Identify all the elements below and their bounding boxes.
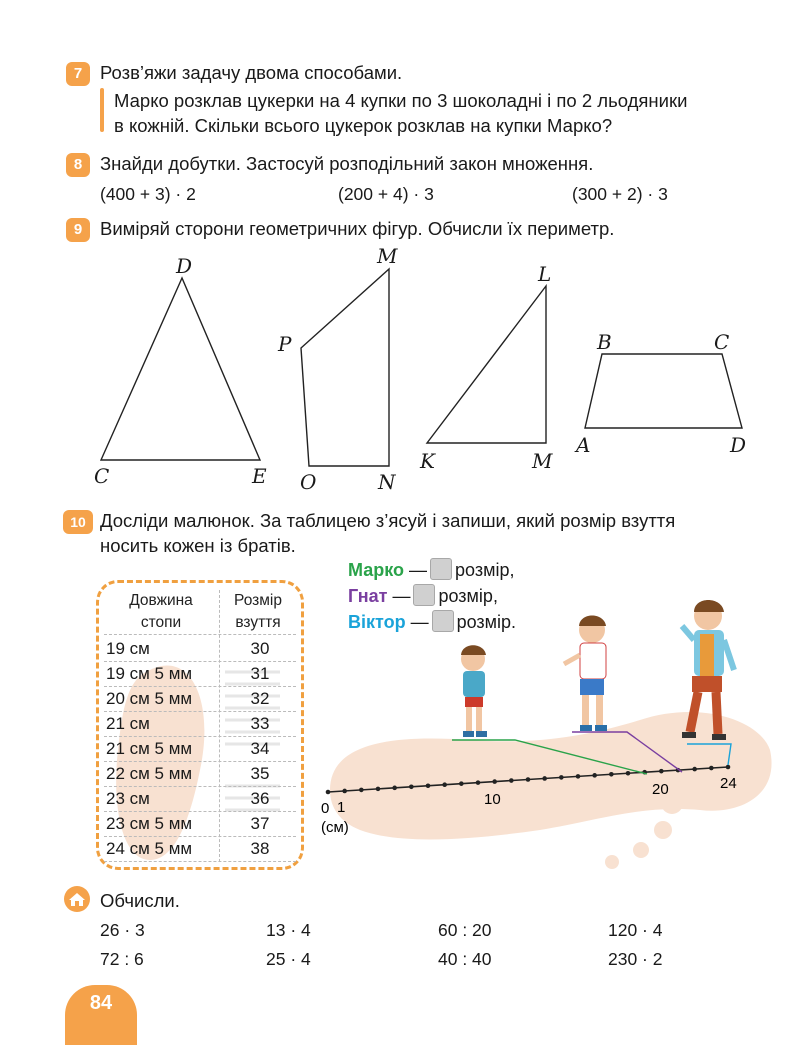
label-l-triangle: L [538, 262, 552, 286]
ruler-tick [376, 787, 381, 792]
row-length: 21 см [106, 714, 150, 733]
row-size: 34 [250, 739, 270, 758]
legend-marko-name: Марко [348, 560, 404, 580]
table-row [104, 711, 296, 737]
legend-hnat-suffix: розмір, [438, 586, 498, 606]
answer-box-viktor[interactable] [432, 610, 454, 632]
row-size: 37 [250, 814, 270, 833]
homework-expr: 230 · 2 [608, 949, 663, 969]
task-8-expression-2: (200 + 4) · 3 [338, 184, 434, 204]
ruler-tick [709, 766, 714, 771]
ruler-tick [542, 776, 547, 781]
row-length: 20 см 5 мм [106, 689, 193, 708]
ruler-tick [626, 771, 631, 776]
ruler-tick [326, 790, 331, 795]
homework-expr: 25 · 4 [266, 949, 311, 969]
ruler-tick [609, 772, 614, 777]
row-size: 32 [250, 689, 270, 708]
label-k-triangle: K [420, 449, 435, 473]
answer-box-marko[interactable] [430, 558, 452, 580]
ruler-tick [659, 769, 664, 774]
task-8-instruction: Знайди добутки. Застосуй розподільний закон множення. [100, 153, 594, 174]
homework-expr: 120 · 4 [608, 920, 663, 940]
page-number: 84 [89, 992, 113, 1014]
row-length: 22 см 5 мм [106, 764, 193, 783]
table-header-length-line1: Довжина [129, 592, 193, 609]
legend-hnat-name: Гнат [348, 586, 388, 606]
row-size: 30 [250, 639, 270, 658]
task-7-instruction: Розв’яжи задачу двома способами. [100, 62, 403, 83]
row-size: 36 [250, 789, 270, 808]
ruler-label-24: 24 [720, 775, 737, 792]
ruler-tick [392, 786, 397, 791]
table-row [104, 736, 296, 762]
trapezoid-abcd [585, 354, 742, 428]
label-e-triangle: E [252, 464, 267, 488]
label-d-trapezoid: D [730, 433, 747, 457]
task-8-expression-1: (400 + 3) · 2 [100, 184, 196, 204]
label-c-trapezoid: C [714, 330, 730, 354]
task-8-expression-3: (300 + 2) · 3 [572, 184, 668, 204]
row-length: 24 см 5 мм [106, 839, 193, 858]
row-length: 23 см 5 мм [106, 814, 193, 833]
ruler-tick [559, 775, 564, 780]
table-header-size-line1: Розмір [234, 592, 282, 609]
label-m-quad: M [377, 244, 398, 268]
ruler-label-20: 20 [652, 781, 669, 798]
ruler-tick [692, 767, 697, 772]
task-8-badge: 8 [66, 153, 90, 177]
task-9-badge: 9 [66, 218, 90, 242]
ruler-label-10: 10 [484, 791, 501, 808]
task-7-problem-line2: в кожній. Скільки всього цукерок розклав на купки Марко? [114, 115, 613, 136]
homework-instruction: Обчисли. [100, 890, 180, 911]
legend-marko [348, 557, 514, 583]
ruler-unit: (см) [321, 819, 349, 836]
legend-viktor [348, 609, 516, 635]
table-header-length-line2: стопи [140, 614, 182, 631]
ruler-label-1: 1 [337, 799, 346, 816]
ruler-tick [359, 788, 364, 793]
quadrilateral-mnop [301, 269, 389, 466]
answer-box-hnat[interactable] [413, 584, 435, 606]
homework-expr: 13 · 4 [266, 920, 311, 940]
label-a-trapezoid: A [576, 433, 591, 457]
legend-dash: — [409, 560, 428, 580]
ruler-label-0: 0 [321, 800, 330, 817]
ruler-tick [459, 781, 464, 786]
label-b-trapezoid: B [597, 330, 612, 354]
home-icon [62, 885, 92, 913]
label-o-quad: O [300, 470, 317, 494]
triangle-cde [101, 278, 260, 460]
label-p-quad: P [278, 332, 292, 356]
ruler-tick [409, 784, 414, 789]
legend-dash: — [410, 612, 429, 632]
table-row [104, 686, 296, 712]
homework-expr: 72 : 6 [100, 949, 144, 969]
row-length: 19 см [106, 639, 150, 658]
boy-marko-figure [461, 645, 487, 737]
ruler-tick [592, 773, 597, 778]
task-9-instruction: Виміряй сторони геометричних фігур. Обчисли їх периметр. [100, 218, 615, 239]
table-header-size-line2: взуття [235, 614, 281, 631]
task-10-badge: 10 [63, 510, 93, 534]
ruler-tick [509, 778, 514, 783]
table-row [104, 661, 296, 687]
row-length: 23 см [106, 789, 150, 808]
row-size: 33 [250, 714, 270, 733]
ruler-tick [492, 779, 497, 784]
table-header-divider [104, 610, 296, 635]
table-row [104, 636, 296, 662]
legend-viktor-name: Віктор [348, 612, 406, 632]
label-d-triangle: D [176, 254, 193, 278]
ruler-tick [442, 782, 447, 787]
label-c-triangle: C [94, 464, 110, 488]
ruler-tick [476, 780, 481, 785]
task-10-instruction-line2: носить кожен із братів. [100, 535, 296, 556]
homework-expr: 26 · 3 [100, 920, 145, 940]
table-row [104, 836, 296, 862]
task-7-badge: 7 [66, 62, 90, 86]
ruler-tick [576, 774, 581, 779]
task-10-instruction-line1: Досліди малюнок. За таблицею з’ясуй і запиши, який розмір взуття [100, 510, 676, 531]
row-size: 38 [250, 839, 270, 858]
row-length: 21 см 5 мм [106, 739, 193, 758]
table-row [104, 786, 296, 812]
label-m-triangle: M [532, 449, 553, 473]
ruler-tick [342, 789, 347, 794]
label-n-quad: N [378, 470, 396, 494]
legend-viktor-suffix: розмір. [456, 612, 517, 632]
row-size: 31 [250, 664, 270, 683]
legend-marko-suffix: розмір, [455, 560, 515, 580]
legend-hnat [348, 583, 498, 609]
triangle-klm [427, 286, 546, 443]
table-row [104, 811, 296, 837]
ruler-tick [426, 783, 431, 788]
homework-expr: 40 : 40 [438, 949, 492, 969]
ruler-tick [526, 777, 531, 782]
boy-hnat-figure [564, 616, 607, 732]
ruler-tick [726, 765, 731, 770]
homework-expr: 60 : 20 [438, 920, 492, 940]
table-row [104, 761, 296, 787]
row-length: 19 см 5 мм [106, 664, 193, 683]
task-7-problem-line1: Марко розклав цукерки на 4 купки по 3 шоколадні і по 2 льодяники [114, 90, 688, 111]
row-size: 35 [250, 764, 270, 783]
legend-dash: — [392, 586, 411, 606]
geometry-figures [0, 0, 800, 500]
